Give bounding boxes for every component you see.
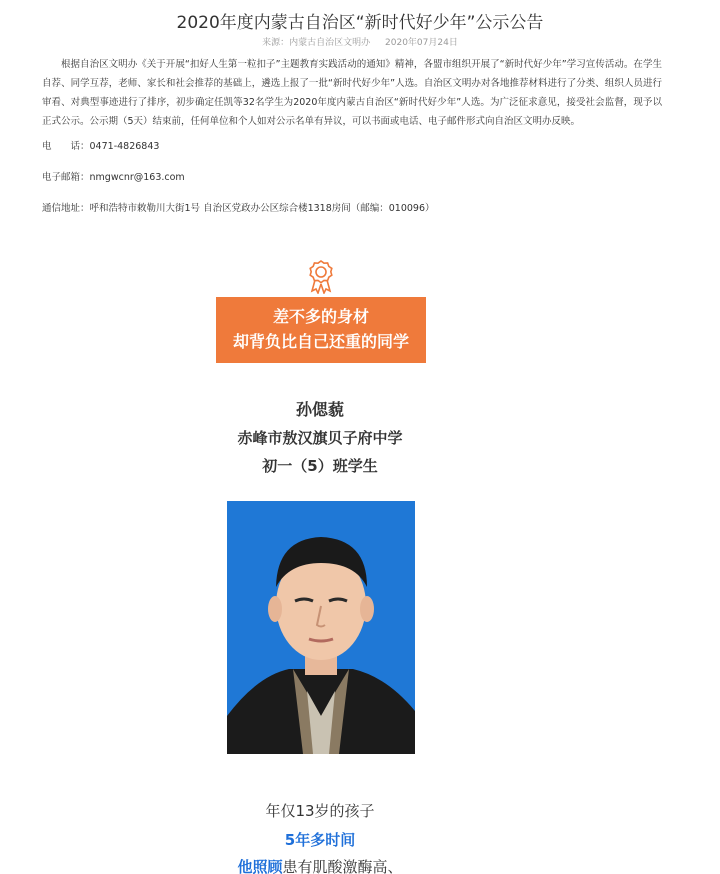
article-title: 2020年度内蒙古自治区“新时代好少年”公示公告 [176, 13, 544, 33]
student-name: 孙偲藐 [295, 400, 344, 419]
student-photo [227, 501, 415, 754]
story-line-3-rest: 患有肌酸激酶高、 [282, 858, 403, 874]
award-ribbon-icon [303, 258, 339, 294]
phone-label: 电 话： [42, 141, 90, 152]
email-label: 电子邮箱： [42, 172, 90, 183]
story-line-1: 年仅13岁的孩子 [265, 802, 375, 820]
article-body: 根据自治区文明办《关于开展“扣好人生第一粒扣子”主题教育实践活动的通知》精神，各盟市组织开展了“新时代好少年”学习宣传活动。在学生自荐、同学互荐，老师、家长和社会推荐的基础上，遴选上报了一批“新时代好少年”人选。自治区文明办对各地推荐材料进行了分类、组织人员进行审看、对典型事迹进行了排序，初步确定任凯等32名学生为2020年度内蒙古自治区“新时代好少年”人选。为广泛征求意见，接受社会监督，现予以正式公示。公示期（5天）结束前，任何单位和个人如对公示名单有异议，可以书面或电话、电子邮件形式向自治区文明办反映。 [42, 59, 662, 127]
phone-value: 0471-4826843 [89, 141, 160, 152]
story-line-3 [0, 856, 640, 874]
student-school: 赤峰市敖汉旗贝子府中学 [237, 429, 403, 447]
contact-email [42, 169, 185, 183]
banner-line-1: 差不多的身材 [272, 307, 369, 326]
contact-address [42, 200, 435, 214]
article-source: 来源：内蒙古自治区文明办 [262, 38, 371, 48]
contact-phone [42, 138, 159, 152]
address-label: 通信地址： [42, 203, 90, 214]
email-value: nmgwcnr@163.com [89, 172, 185, 183]
story-line-2: 5年多时间 [284, 831, 356, 849]
student-portrait-image [227, 501, 415, 754]
story-highlight: 他照顾 [237, 858, 283, 874]
feature-banner [216, 297, 426, 363]
banner-line-2: 却背负比自己还重的同学 [232, 332, 409, 351]
article-date: 2020年07月24日 [385, 38, 458, 48]
address-value: 呼和浩特市敕勒川大街1号 自治区党政办公区综合楼1318房间（邮编：010096） [89, 203, 435, 214]
article-meta [0, 35, 720, 48]
student-grade: 初一（5）班学生 [262, 457, 378, 475]
